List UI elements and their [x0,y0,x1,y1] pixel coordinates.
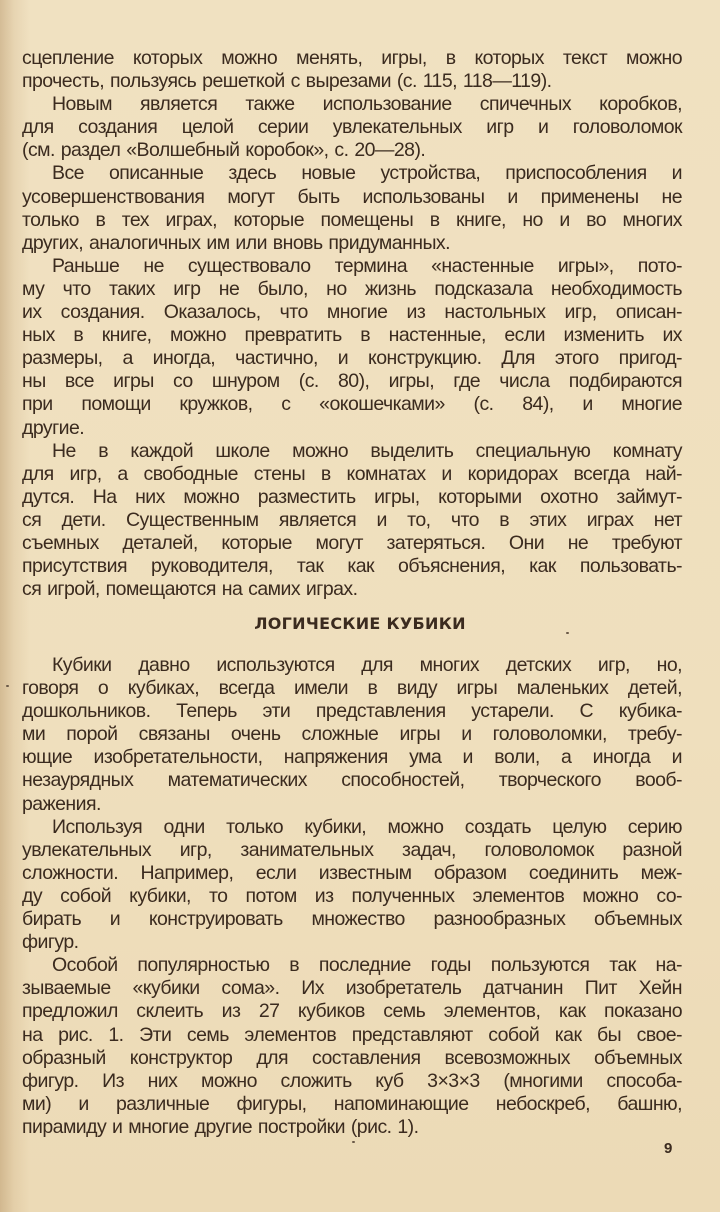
text-line: дутся. На них можно разместить игры, которыми охотно займут- [22,485,682,508]
section-logic-cubes-text [22,654,682,1139]
text-line: незаурядных математических способностей, творческого вооб- [22,769,682,792]
text-line: на рис. 1. Эти семь элементов представляют собой как бы свое- [22,1023,682,1046]
text-line: ющие изобретательности, напряжения ума и воли, а иногда и [22,746,682,769]
paragraph-start-line: Не в каждой школе можно выделить специальную комнату [52,439,682,462]
text-line: сцепление которых можно менять, игры, в которых текст можно [22,47,682,69]
text-line: ся дети. Существенным является и то, что в этих играх нет [22,508,682,531]
text-line: предложил склеить из 27 кубиков семь элементов, как показано [22,1000,682,1023]
text-line: при помощи кружков, с «окошечками» (с. 84), и многие [22,393,682,416]
text-line: другие. [22,416,85,439]
text-line: ми) и различные фигуры, напоминающие небоскреб, башню, [22,1092,682,1115]
paragraph-start-line: Используя одни только кубики, можно создать целую серию [52,815,682,838]
text-line: сложности. Например, если известным образом соединить меж- [22,861,682,884]
paragraph-start-line: Все описанные здесь новые устройства, приспособления и [52,162,682,185]
section-heading: ЛОГИЧЕСКИЕ КУБИКИ [254,614,466,633]
text-line: только в тех играх, которые помещены в книге, но и во многих [22,208,682,231]
text-line: образный конструктор для составления всевозможных объемных [22,1046,682,1069]
text-line: их создания. Оказалось, что многие из настольных игр, описан- [22,301,682,324]
paper-speck [352,1141,355,1143]
text-line: ражения. [22,792,101,815]
text-line: зываемые «кубики сома». Их изобретатель датчанин Пит Хейн [22,977,682,1000]
page-number: 9 [664,1140,673,1157]
text-line: (см. раздел «Волшебный коробок», с. 20—28). [22,139,426,162]
paper-speck [6,685,9,687]
text-line: размеры, а иногда, частично, и конструкцию. Для этого пригод- [22,347,682,370]
paragraph-start-line: Новым является также использование спичечных коробков, [52,93,682,116]
text-line: ся игрой, помещаются на самих играх. [22,578,358,601]
text-line: фигур. [22,931,79,954]
text-line: для создания целой серии увлекательных игр и головоломок [22,116,682,139]
text-line: других, аналогичных им или вновь придуманных. [22,231,450,254]
text-line: ду собой кубики, то потом из полученных элементов можно со- [22,884,682,907]
text-line: говоря о кубиках, всегда имели в виду игры маленьких детей, [22,677,682,700]
paragraph-start-line: Особой популярностью в последние годы пользуются так на- [52,954,682,977]
text-line: пирамиду и многие другие постройки (рис. 1). [22,1115,419,1138]
text-line: усовершенствования могут быть использованы и применены не [22,185,682,208]
paragraph-start-line: Кубики давно используются для многих детских игр, но, [52,654,682,676]
text-line: для игр, а свободные стены в комнатах и коридорах всегда най- [22,462,682,485]
section-intro-text [22,47,682,601]
text-line: бирать и конструировать множество разнообразных объемных [22,908,682,931]
text-line: ми порой связаны очень сложные игры и головоломки, требу- [22,723,682,746]
text-line: съемных деталей, которые могут затеряться. Они не требуют [22,531,682,554]
text-line: ных в книге, можно превратить в настенные, если изменить их [22,324,682,347]
text-line: дошкольников. Теперь эти представления устарели. С кубика- [22,700,682,723]
paper-speck [566,632,569,634]
paragraph-start-line: Раньше не существовало термина «настенные игры», пото- [52,254,682,277]
text-line: увлекательных игр, занимательных задач, головоломок разной [22,838,682,861]
text-line: фигур. Из них можно сложить куб 3×3×3 (многими способа- [22,1069,682,1092]
text-line: прочесть, пользуясь решеткой с вырезами (с. 115, 118—119). [22,70,552,93]
text-line: му что таких игр не было, но жизнь подсказала необходимость [22,277,682,300]
text-line: присутствия руководителя, так как объяснения, как пользовать- [22,555,682,578]
text-line: ны все игры со шнуром (с. 80), игры, где числа подбираются [22,370,682,393]
